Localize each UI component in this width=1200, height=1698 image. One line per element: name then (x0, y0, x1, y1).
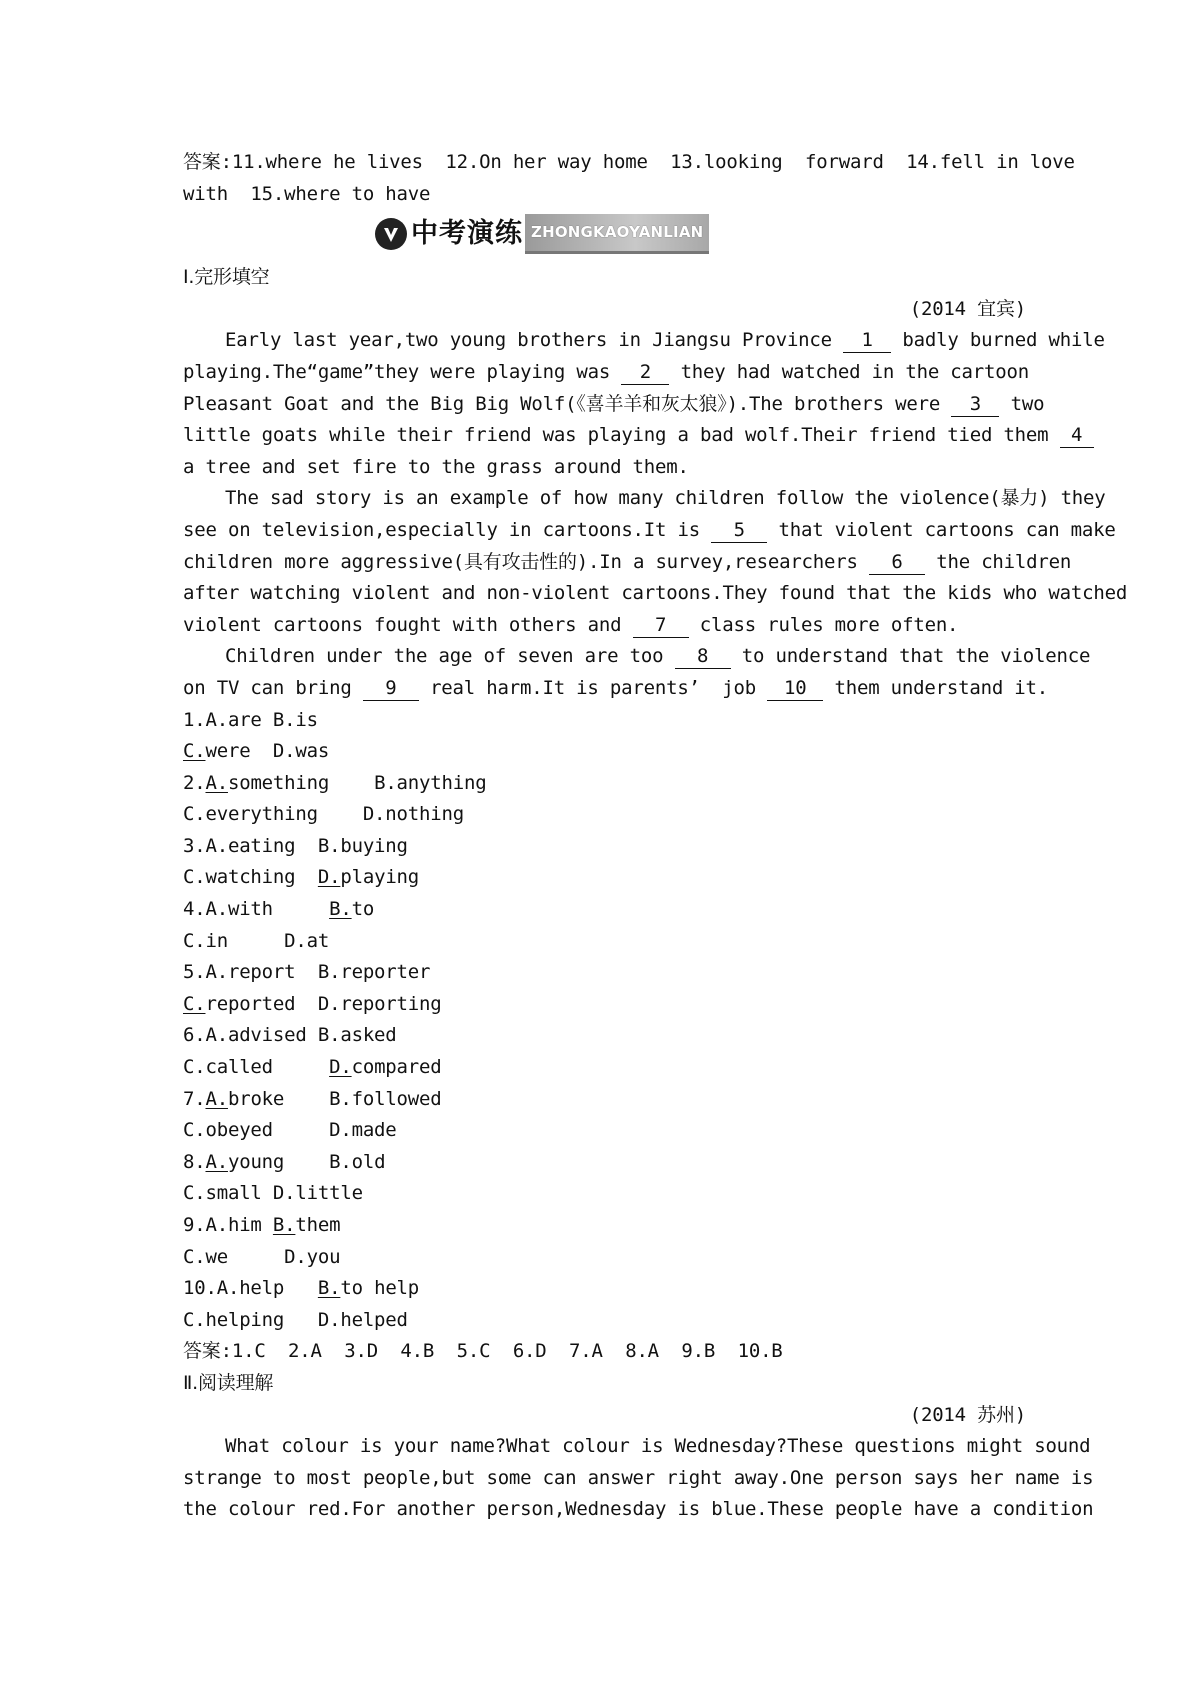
option-line (183, 894, 1026, 926)
s2-line2: strange to most people,but some can answer right away.One person says her name is (183, 1466, 1094, 1489)
zhongkao-banner (373, 212, 1026, 256)
option-text: playing (340, 866, 420, 889)
option-line (183, 1115, 1026, 1147)
option-text: 7. (183, 1087, 206, 1110)
answer-marked-letter: B. (329, 898, 352, 921)
option-line (183, 1242, 1026, 1274)
section1-title: Ⅰ.完形填空 (183, 266, 270, 289)
p2-text-e: the children (925, 550, 1072, 573)
option-text: C.we D.you (183, 1245, 341, 1268)
option-text: 10.A.help (183, 1277, 318, 1300)
heart-badge-icon (373, 216, 409, 252)
p3-text-a: Children under the age of seven are too (225, 645, 675, 668)
option-line (183, 831, 1026, 863)
option-line (183, 957, 1026, 989)
option-line (183, 736, 1026, 768)
option-line (183, 862, 1026, 894)
blank-10: 10 (767, 676, 823, 701)
banner-title-en: ZHONGKAOYANLIAN (525, 214, 709, 255)
p2-text-d: children more aggressive(具有攻击性的).In a survey,researchers (183, 550, 869, 573)
option-text: C.called (183, 1056, 330, 1079)
previous-answers-line-2: with 15.where to have (183, 182, 431, 205)
option-text: to help (340, 1277, 420, 1300)
blank-4: 4 (1060, 423, 1094, 448)
option-text: C.obeyed D.made (183, 1119, 397, 1142)
option-line (183, 1147, 1026, 1179)
option-text: 2. (183, 771, 206, 794)
answer-marked-letter: C. (183, 740, 206, 763)
p2-text-h: class rules more often. (688, 613, 959, 636)
previous-answers-line-1: 答案:11.where he lives 12.On her way home 13.looking forward 14.fell in love (183, 151, 1075, 173)
p2-text-c: that violent cartoons can make (767, 518, 1116, 541)
option-text: 5.A.report B.reporter (183, 961, 431, 984)
p1-line3 (183, 389, 1045, 421)
option-text: C.helping D.helped (183, 1308, 408, 1331)
option-text: C.everything D.nothing (183, 803, 464, 826)
p1-text-f: Pleasant Goat and the Big Big Wolf(《喜羊羊和灰太狼》).The brothers were (183, 392, 952, 415)
option-text: young B.old (227, 1150, 386, 1173)
blank-3: 3 (951, 392, 999, 417)
p2-line4: after watching violent and non-violent cartoons.They found that the kids who watched (183, 582, 1128, 605)
option-line (183, 1052, 1026, 1084)
p1-text-c: badly burned while (891, 329, 1105, 352)
answer-marked-letter: A. (205, 771, 228, 794)
banner-title-cn: 中考演练 (411, 218, 523, 250)
answer-marked-letter: D. (317, 866, 341, 889)
option-line (183, 926, 1026, 958)
p1-line5: a tree and set fire to the grass around them. (183, 455, 689, 478)
p1-text-h: little goats while their friend was playing a bad wolf.Their friend tied them (183, 424, 1060, 447)
option-text: compared (351, 1056, 442, 1079)
p1-text-e: they had watched in the cartoon (669, 360, 1029, 383)
option-text: broke B.followed (227, 1087, 442, 1110)
option-text: 1.A.are B.is (183, 708, 318, 731)
option-line (183, 1020, 1026, 1052)
p2-text-b: see on television,especially in cartoons.It is (183, 518, 712, 541)
p2-line3 (183, 547, 1072, 579)
option-text: 9.A.him (183, 1214, 273, 1236)
option-text: 4.A.with (183, 898, 330, 921)
p3-text-b: to understand that the violence (730, 645, 1091, 668)
s2-line3: the colour red.For another person,Wednesday is blue.These people have a condition (183, 1498, 1094, 1521)
blank-5: 5 (711, 518, 767, 543)
blank-1: 1 (843, 328, 891, 353)
p1-text-g: two (999, 392, 1045, 415)
option-line (183, 1273, 1026, 1305)
p3-text-c: on TV can bring (183, 676, 363, 699)
p3-text-e: them understand it. (823, 676, 1049, 699)
blank-2: 2 (621, 360, 669, 385)
option-text: 8. (183, 1150, 206, 1173)
option-text: something B.anything (227, 771, 487, 794)
answer-marked-letter: B. (272, 1214, 296, 1236)
section2-source: (2014 苏州) (909, 1403, 1026, 1426)
option-text: 3.A.eating B.buying (183, 834, 408, 857)
blank-8: 8 (675, 644, 731, 669)
section1-answers: 答案:1.C 2.A 3.D 4.B 5.C 6.D 7.A 8.A 9.B 10.B (183, 1340, 783, 1363)
p1-line4 (183, 420, 1083, 452)
option-text: C.in D.at (183, 929, 330, 952)
option-text: to (351, 898, 375, 921)
option-line (183, 989, 1026, 1021)
answer-marked-letter: A. (205, 1150, 228, 1173)
option-text: 6.A.advised B.asked (183, 1024, 397, 1047)
option-line (183, 1210, 1026, 1242)
option-line (183, 1178, 1026, 1210)
option-text: them (295, 1214, 341, 1236)
options-list (183, 705, 1026, 1337)
blank-9: 9 (363, 676, 419, 701)
p1-line2 (183, 357, 1029, 389)
option-line (183, 768, 1026, 800)
p2-line2 (183, 515, 1116, 547)
blank-7: 7 (633, 613, 689, 638)
answer-marked-letter: A. (205, 1087, 228, 1110)
option-line (183, 1084, 1026, 1116)
p2-line5 (183, 610, 1026, 642)
blank-6: 6 (869, 550, 925, 575)
p2-text-g: violent cartoons fought with others and (183, 613, 633, 636)
option-text: reported D.reporting (205, 992, 442, 1015)
option-text: C.watching (183, 866, 318, 889)
option-text: C.small D.little (183, 1182, 363, 1205)
s2-line1: What colour is your name?What colour is Wednesday?These questions might sound (225, 1435, 1091, 1458)
answer-marked-letter: D. (329, 1056, 352, 1079)
p3-line2 (183, 673, 1049, 705)
section2-title: Ⅱ.阅读理解 (183, 1371, 274, 1394)
p1-text-a: Early last year,two young brothers in Jiangsu Province (225, 329, 844, 352)
option-text: were D.was (205, 740, 330, 763)
option-line (183, 799, 1026, 831)
option-line (183, 1305, 1026, 1337)
p2-line1: The sad story is an example of how many children follow the violence(暴力) they (225, 487, 1106, 510)
section1-source: (2014 宜宾) (909, 297, 1026, 320)
answer-marked-letter: C. (183, 992, 206, 1015)
option-line (183, 705, 1026, 737)
document-content (183, 147, 1128, 1526)
p3-text-d: real harm.It is parents’ job (418, 676, 768, 699)
p3-line1 (183, 641, 1091, 673)
p1-text-d: playing.The“game”they were playing was (183, 360, 622, 383)
p1-line1 (183, 325, 1105, 357)
answer-marked-letter: B. (317, 1277, 341, 1300)
